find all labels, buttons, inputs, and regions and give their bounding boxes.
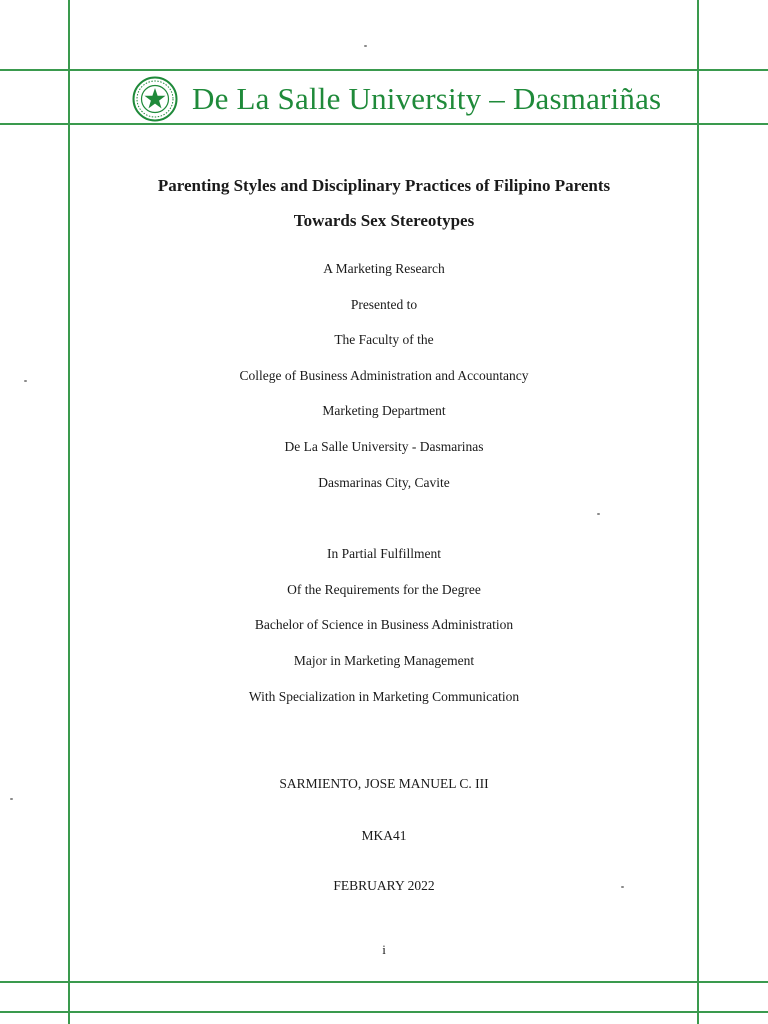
section-code: MKA41 (361, 828, 407, 843)
specialization-line: With Specialization in Marketing Communication (248, 689, 520, 704)
degree-name: Bachelor of Science in Business Administration (254, 617, 514, 632)
document-type: A Marketing Research (323, 261, 445, 276)
scan-speck (364, 45, 367, 47)
left-margin-rule (68, 0, 70, 1024)
thesis-title-line-2: Towards Sex Stereotypes (293, 211, 475, 230)
department-name: Marketing Department (322, 403, 446, 418)
top-rule-upper (0, 69, 768, 71)
right-margin-rule (697, 0, 699, 1024)
thesis-title-line-1: Parenting Styles and Disciplinary Practices of Filipino Parents (157, 176, 611, 195)
university-header (132, 74, 661, 124)
faculty-line: The Faculty of the (334, 332, 434, 347)
fulfillment-line: In Partial Fulfillment (327, 546, 441, 561)
college-name: College of Business Administration and Accountancy (239, 368, 529, 383)
presented-to: Presented to (350, 297, 418, 312)
submission-date: FEBRUARY 2022 (333, 878, 435, 893)
major-line: Major in Marketing Management (293, 653, 475, 668)
page-number: i (382, 942, 386, 957)
scan-speck (597, 513, 600, 515)
author-name: SARMIENTO, JOSE MANUEL C. III (279, 776, 489, 791)
location-line: Dasmarinas City, Cavite (318, 475, 450, 490)
bottom-rule-upper (0, 981, 768, 983)
bottom-rule-lower (0, 1011, 768, 1013)
scan-speck (10, 798, 13, 800)
dlsud-seal-icon (132, 76, 178, 122)
university-line: De La Salle University - Dasmarinas (284, 439, 484, 454)
university-name: De La Salle University – Dasmariñas (192, 81, 662, 116)
requirements-line: Of the Requirements for the Degree (287, 582, 481, 597)
